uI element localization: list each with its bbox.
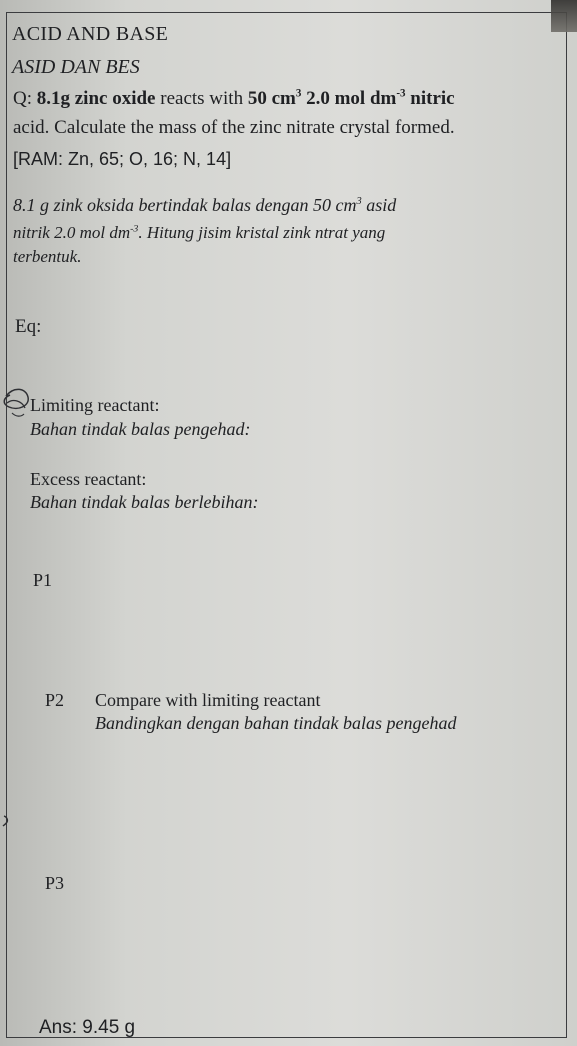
- equation-label: Eq:: [15, 316, 42, 337]
- malay-concentration: 2.0 mol dm: [54, 223, 131, 242]
- question-line-2: acid. Calculate the mass of the zinc nitrate crystal formed.: [13, 117, 455, 138]
- malay-concentration-exponent: -3: [130, 223, 139, 235]
- question-mass: 8.1g: [36, 88, 70, 109]
- step-p2-label: P2: [45, 690, 65, 710]
- malay-question-start: 8.1 g zink oksida bertindak balas dengan: [13, 195, 309, 215]
- question-reacts-with: reacts with: [160, 88, 244, 109]
- malay-question-line-2: [13, 224, 385, 241]
- malay-nitric: nitrik: [13, 223, 50, 242]
- limiting-reactant-label: Limiting reactant:: [30, 395, 160, 415]
- dark-corner-shadow: [551, 0, 577, 32]
- step-p2-malay-instruction: Bandingkan dengan bahan tindak balas pengehad: [95, 713, 457, 733]
- malay-calculate: . Hitung jisim kristal zink ntrat yang: [138, 223, 386, 242]
- step-p1-label: P1: [33, 570, 53, 590]
- worksheet-title: ACID AND BASE: [12, 23, 169, 45]
- question-concentration-exponent: -3: [396, 87, 406, 100]
- question-volume: 50 cm: [247, 88, 296, 109]
- malay-volume: 50 cm: [312, 195, 357, 215]
- pencil-tick-icon: [2, 814, 12, 828]
- step-p2-instruction: Compare with limiting reactant: [95, 690, 321, 710]
- malay-volume-exponent: 3: [356, 196, 362, 207]
- answer-text: Ans: 9.45 g: [39, 1017, 136, 1038]
- excess-reactant-malay-label: Bahan tindak balas berlebihan:: [30, 492, 259, 512]
- question-concentration: 2.0 mol dm: [306, 88, 397, 109]
- worksheet-subtitle: ASID DAN BES: [12, 56, 140, 78]
- question-nitric: nitric: [410, 88, 455, 109]
- limiting-reactant-malay-label: Bahan tindak balas pengehad:: [30, 419, 251, 439]
- question-zinc-oxide: zinc oxide: [74, 88, 156, 109]
- question-volume-exponent: 3: [295, 87, 302, 100]
- question-label: Q:: [13, 88, 32, 109]
- ram-values: [RAM: Zn, 65; O, 16; N, 14]: [13, 149, 232, 169]
- question-line-1: [13, 89, 455, 108]
- malay-question-line-3: terbentuk.: [13, 247, 82, 266]
- malay-question-line-1: [13, 196, 396, 214]
- excess-reactant-label: Excess reactant:: [30, 469, 147, 489]
- step-p3-label: P3: [45, 873, 65, 893]
- malay-acid: asid: [366, 195, 397, 215]
